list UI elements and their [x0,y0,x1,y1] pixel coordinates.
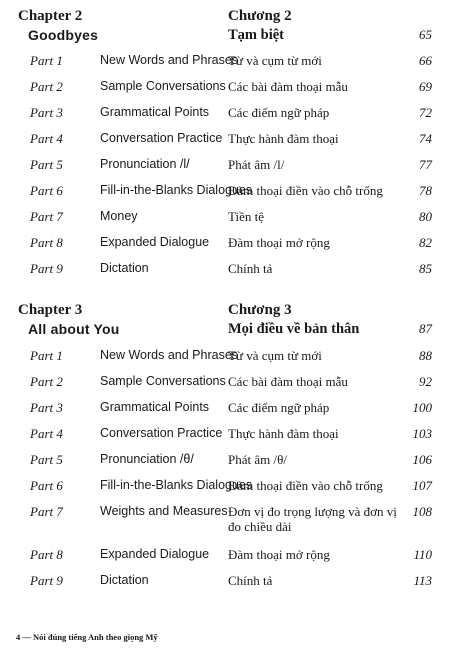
part-name-en: Fill-in-the-Blanks Dialogues [100,478,253,492]
chapter-title-vi: Mọi điều về bản thân [228,321,360,337]
chapter-title-vi: Tạm biệt [228,27,284,43]
part-label: Part 2 [30,374,63,389]
part-label: Part 5 [30,157,63,172]
chapter-number-vi: Chương 3 [228,302,292,318]
part-name-vi: Phát âm /θ/ [228,452,287,467]
part-name-en: New Words and Phrases [100,348,239,362]
page-number: 82 [419,235,432,250]
page-number: 108 [412,504,432,519]
part-name-vi: Đàm thoại mở rộng [228,235,330,250]
page-number: 80 [419,209,432,224]
part-label: Part 6 [30,478,63,493]
part-name-vi: Phát âm /l/ [228,157,285,172]
part-label: Part 5 [30,452,63,467]
page-number: 106 [412,452,432,467]
part-name-en: Money [100,209,138,223]
toc-entry [16,53,436,73]
page-number: 113 [413,573,432,588]
toc-entry [16,547,436,567]
part-name-vi: Các bài đàm thoại mẫu [228,374,348,389]
part-label: Part 4 [30,426,63,441]
toc-entry [16,261,436,281]
toc-entry [16,400,436,420]
page-number: 77 [419,157,432,172]
part-name-en: Expanded Dialogue [100,547,210,561]
part-name-vi: Đơn vị đo trọng lượng và đơn vị đo chiều dài [228,504,397,534]
part-label: Part 6 [30,183,63,198]
toc-entry [16,374,436,394]
page-number: 92 [419,374,432,389]
part-label: Part 9 [30,573,63,588]
page-number: 100 [412,400,432,415]
toc-entry [16,105,436,125]
part-label: Part 2 [30,79,63,94]
toc-entry [16,504,436,540]
page-number: 87 [419,321,432,336]
part-label: Part 7 [30,209,63,224]
part-name-vi: Các bài đàm thoại mẫu [228,79,348,94]
toc-entry [16,131,436,151]
part-name-vi: Chính tả [228,573,273,588]
part-label: Part 3 [30,105,63,120]
chapter-heading-row [16,8,436,28]
page-number: 110 [413,547,432,562]
part-label: Part 4 [30,131,63,146]
part-name-vi: Thực hành đàm thoại [228,426,339,441]
part-name-vi: Đàm thoại mở rộng [228,547,330,562]
page-number: 74 [419,131,432,146]
part-name-en: Conversation Practice [100,131,223,145]
part-name-vi: Chính tả [228,261,273,276]
toc-entry [16,573,436,593]
toc-entry [16,235,436,255]
toc-entry [16,348,436,368]
part-name-en: Dictation [100,573,149,587]
page-number: 69 [419,79,432,94]
part-name-en: Expanded Dialogue [100,235,210,249]
part-name-en: Grammatical Points [100,400,210,414]
part-name-vi: Từ và cụm từ mới [228,53,322,68]
chapter-title-en: Goodbyes [28,27,99,43]
part-label: Part 3 [30,400,63,415]
toc-entry [16,209,436,229]
part-name-en: New Words and Phrases [100,53,239,67]
part-name-vi: Các điểm ngữ pháp [228,400,330,415]
toc-entry [16,183,436,203]
toc-entry [16,79,436,99]
page-number: 65 [419,27,432,42]
page-number: 72 [419,105,432,120]
page-number: 66 [419,53,432,68]
page-number: 78 [419,183,432,198]
chapter-heading-row [16,302,436,322]
part-name-en: Sample Conversations [100,79,226,93]
part-name-vi: Đàm thoại điền vào chỗ trống [228,183,383,198]
page-number: 103 [412,426,432,441]
part-name-en: Fill-in-the-Blanks Dialogues [100,183,253,197]
part-label: Part 9 [30,261,63,276]
part-name-vi: Tiền tệ [228,209,264,224]
chapter-number-en: Chapter 2 [18,8,83,24]
page-number: 85 [419,261,432,276]
part-name-en: Grammatical Points [100,105,210,119]
toc-entry [16,452,436,472]
part-name-en: Pronunciation /l/ [100,157,190,171]
part-label: Part 1 [30,348,63,363]
part-label: Part 8 [30,547,63,562]
part-name-en: Sample Conversations [100,374,226,388]
toc-entry [16,426,436,446]
part-label: Part 8 [30,235,63,250]
page-number: 107 [412,478,432,493]
part-label: Part 1 [30,53,63,68]
part-name-en: Weights and Measures [100,504,228,518]
page-footer: 4 — Nói đúng tiếng Anh theo giọng Mỹ [16,632,158,642]
chapter-title-row [16,321,436,341]
part-name-en: Dictation [100,261,149,275]
chapter-number-vi: Chương 2 [228,8,292,24]
part-name-vi: Các điểm ngữ pháp [228,105,330,120]
page-number: 88 [419,348,432,363]
toc-entry [16,157,436,177]
part-label: Part 7 [30,504,63,519]
part-name-en: Conversation Practice [100,426,223,440]
part-name-en: Pronunciation /θ/ [100,452,194,466]
toc-entry [16,478,436,498]
chapter-title-row [16,27,436,47]
part-name-vi: Từ và cụm từ mới [228,348,322,363]
chapter-title-en: All about You [28,321,120,337]
chapter-number-en: Chapter 3 [18,302,83,318]
part-name-vi: Thực hành đàm thoại [228,131,339,146]
part-name-vi: Đàm thoại điền vào chỗ trống [228,478,383,493]
